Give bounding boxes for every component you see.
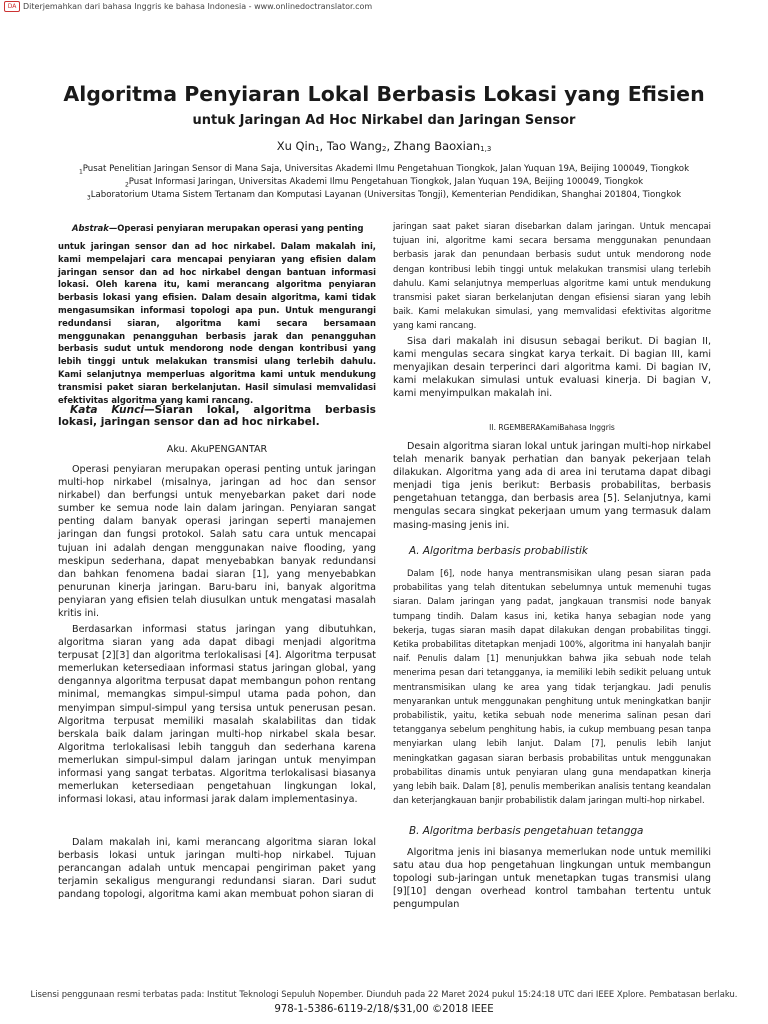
keywords: Kata Kunci—Siaran lokal, algoritma berbasis lokasi, jaringan sensor dan ad hoc nirkabel. bbox=[58, 404, 376, 428]
paragraph-intro-1: Operasi penyiaran merupakan operasi penting untuk jaringan multi-hop nirkabel (misalnya, jaringan ad hoc dan sensor nirkabel) dan berfungsi untuk menyebarkan paket dari node sumber ke semua node lain dalam jaringan. Penyiaran sangat penting dalam banyak operasi jaringan seperti manajemen jaringan dan fungsi protokol. Salah satu cara untuk mencapai tujuan ini adalah dengan menggunakan naive flooding, yang meskipun sederhana, dapat menyebabkan banyak redundansi dan bahkan fenomena badai siaran [1], yang menyebabkan penurunan kinerja jaringan. Baru-baru ini, banyak algoritma penyiaran yang efisien telah diusulkan untuk mengatasi masalah kritis ini. bbox=[58, 464, 376, 620]
paragraph-r3: Desain algoritma siaran lokal untuk jaringan multi-hop nirkabel telah menarik banyak perhatian dan banyak pekerjaan telah dilakukan. Algoritma yang ada di area ini terutama dapat dibagi menjadi tiga jenis berikut: Berbasis probabilitas, berbasis pengetahuan tetangga, dan berbasis area [5]. Selanjutnya, kami mengulas secara singkat pekerjaan umum yang termasuk dalam masing-masing jenis ini. bbox=[393, 441, 711, 531]
paper-title: Algoritma Penyiaran Lokal Berbasis Lokasi yang Efisien bbox=[63, 82, 705, 106]
affiliation-3: $_3$Laboratorium Utama Sistem Tertanam dan Komputasi Layanan (Universitas Tongji), Kementerian Pendidikan, Shanghai 201804, Tiongkok bbox=[86, 190, 682, 202]
abstract-label: Abstrak bbox=[72, 223, 109, 233]
author-mark: 1 bbox=[315, 145, 320, 153]
author-list: Xu Qin$_1$, Tao Wang$_2$, Zhang Baoxian$_{1,3}$ bbox=[276, 139, 492, 153]
affiliation-1: $_1$Pusat Penelitian Jaringan Sensor di Mana Saja, Universitas Akademi Ilmu Pengetahuan Tiongkok, Jalan Yuquan 19A, Beijing 100049, Tiongkok bbox=[78, 164, 690, 176]
isbn-footer: 978-1-5386-6119-2/18/$31,00 ©2018 IEEE bbox=[274, 1004, 494, 1015]
paragraph-r5: Algoritma jenis ini biasanya memerlukan node untuk memiliki satu atau dua hop pengetahuan lingkungan untuk membangun topologi sub-jaringan untuk menetapkan tugas transmisi ulang [9][10] dengan overhead kontrol tambahan tertentu untuk pengumpulan bbox=[393, 847, 711, 911]
paragraph-r1: jaringan saat paket siaran disebarkan dalam jaringan. Untuk mencapai tujuan ini, algoritme kami secara bersama menggunakan penundaan berbasis jarak dan penundaan berbasis sudut untuk mendorong node dengan kontribusi lebih tinggi untuk melakukan transmisi ulang terlebih dahulu. Kami selanjutnya memperluas algoritme kami untuk mendukung transmisi paket siaran berkelanjutan dengan efisiensi siaran yang lebih baik. Kami melakukan simulasi, yang memvalidasi efektivitas algoritme yang kami rancang. bbox=[393, 221, 711, 331]
translator-banner-text[interactable]: Diterjemahkan dari bahasa Inggris ke bahasa Indonesia - www.onlinedoctranslator.com bbox=[23, 1, 373, 11]
abstract-body: untuk jaringan sensor dan ad hoc nirkabel. Dalam makalah ini, kami mempelajari cara mencapai penyiaran yang efisien dalam jaringan sensor dan ad hoc nirkabel dengan bantuan informasi lokasi. Oleh karena itu, kami merancang algoritma penyiaran berbasis lokasi yang efisien. Dalam desain algoritma, kami tidak mengasumsikan informasi topologi apa pun. Untuk mengurangi redundansi siaran, algoritma kami secara bersamaan menggunakan penangguhan berbasis jarak dan penangguhan berbasis sudut untuk mendorong node dengan kontribusi yang lebih tinggi untuk melakukan transmisi ulang terlebih dahulu. Kami selanjutnya memperluas algoritma kami untuk mendukung transmisi paket siaran berkelanjutan. Hasil simulasi memvalidasi efektivitas algoritma yang kami rancang. bbox=[58, 241, 376, 405]
paragraph-intro-2: Berdasarkan informasi status jaringan yang dibutuhkan, algoritma siaran yang ada dapat dibagi menjadi algoritma terpusat [2][3] dan algoritma terlokalisasi [4]. Algoritma terpusat memerlukan ketersediaan informasi status jaringan global, yang dengannya algoritma terpusat dapat membangun pohon rentang minimal, memangkas simpul-simpul utama pada pohon, dan menyimpan simpul-simpul yang tersisa untuk penerusan pesan. Algoritma terpusat memiliki masalah skalabilitas dan tidak berskala baik dalam jaringan multi-hop nirkabel skala besar. Algoritma terlokalisasi lebih tangguh dan sederhana karena memerlukan simpul-simpul dalam jaringan untuk menyimpan informasi yang sangat terbatas. Algoritma terlokalisasi biasanya memerlukan ketersediaan pengetahuan lingkungan lokal, informasi lokasi, atau informasi jarak dalam implementasinya. bbox=[58, 624, 376, 806]
section-heading-1: Aku. AkuPENGANTAR bbox=[166, 444, 268, 455]
author-mark: 2 bbox=[381, 145, 387, 153]
author-name: Xu Qin bbox=[276, 139, 316, 153]
affiliation-2: $_2$Pusat Informasi Jaringan, Universitas Akademi Ilmu Pengetahuan Tiongkok, Jalan Yuquan 19A, Beijing 100049, Tiongkok bbox=[124, 177, 644, 189]
subsection-b-heading: B. Algoritma berbasis pengetahuan tetangga bbox=[409, 825, 644, 837]
translator-banner bbox=[0, 0, 372, 12]
paragraph-r2: Sisa dari makalah ini disusun sebagai berikut. Di bagian II, kami mengulas secara singkat karya terkait. Di bagian III, kami menyajikan desain terperinci dari algoritma kami. Di bagian IV, kami melakukan simulasi untuk evaluasi kinerja. Di bagian V, kami menyimpulkan makalah ini. bbox=[393, 336, 711, 400]
translator-logo-icon: DA bbox=[4, 1, 20, 12]
paragraph-r4: Dalam [6], node hanya mentransmisikan ulang pesan siaran pada probabilitas yang telah ditentukan sebelumnya untuk memenuhi tugas siaran. Dalam jaringan yang padat, jangkauan transmisi node banyak tumpang tindih. Dalam kasus ini, ketika hanya sebagian node yang bekerja, tugas siaran masih dapat dilakukan dengan probabilitas tinggi. Ketika probabilitas ditetapkan menjadi 100%, algoritma ini hanyalah banjir naif. Penulis dalam [1] menunjukkan bahwa jika sebuah node telah menerima pesan dari tetangganya, ia memiliki lebih sedikit peluang untuk mentransmisikan ulang ke area yang tidak terjangkau. Jadi penulis menyarankan untuk menggunakan penghitung untuk meningkatkan banjir probabilistik, yaitu, ketika sebuah node menerima salinan pesan dari tetangganya sebelum penghitung habis, ia cukup membuang pesan tanpa menyiarkan ulang lebih lanjut. Dalam [7], penulis lebih lanjut meningkatkan gagasan siaran berbasis probabilitas untuk menggunakan probabilitas dinamis untuk penyiaran ulang guna mendapatkan kinerja yang lebih baik. Dalam [8], penulis memberikan analisis tentang keandalan dan keterjangkauan banjir probabilistik dalam jaringan multi-hop nirkabel. bbox=[393, 568, 711, 806]
author-mark: 1,3 bbox=[480, 145, 492, 153]
author-name: Tao Wang bbox=[326, 139, 382, 153]
paragraph-intro-3: Dalam makalah ini, kami merancang algoritma siaran lokal berbasis lokasi untuk jaringan multi-hop nirkabel. Tujuan perancangan adalah untuk mencapai pengiriman paket yang terjamin sekaligus mengurangi redundansi siaran. Dari sudut pandang topologi, algoritma kami akan membuat pohon siaran di bbox=[58, 837, 376, 901]
author-name: Zhang Baoxian bbox=[393, 139, 481, 153]
license-footer: Lisensi penggunaan resmi terbatas pada: Institut Teknologi Sepuluh Nopember. Diunduh pada 22 Maret 2024 pukul 15:24:18 UTC dari IEEE Xplore. Pembatasan berlaku. bbox=[30, 989, 738, 999]
section-heading-2: II. RGEMBERAKamiBahasa Inggris bbox=[489, 423, 615, 432]
subsection-a-heading: A. Algoritma berbasis probabilistik bbox=[409, 545, 588, 557]
paper-subtitle: untuk Jaringan Ad Hoc Nirkabel dan Jaringan Sensor bbox=[192, 113, 576, 128]
keywords-label: Kata Kunci bbox=[70, 404, 145, 416]
abstract-first-line: Abstrak—Operasi penyiaran merupakan operasi yang penting bbox=[72, 223, 364, 233]
